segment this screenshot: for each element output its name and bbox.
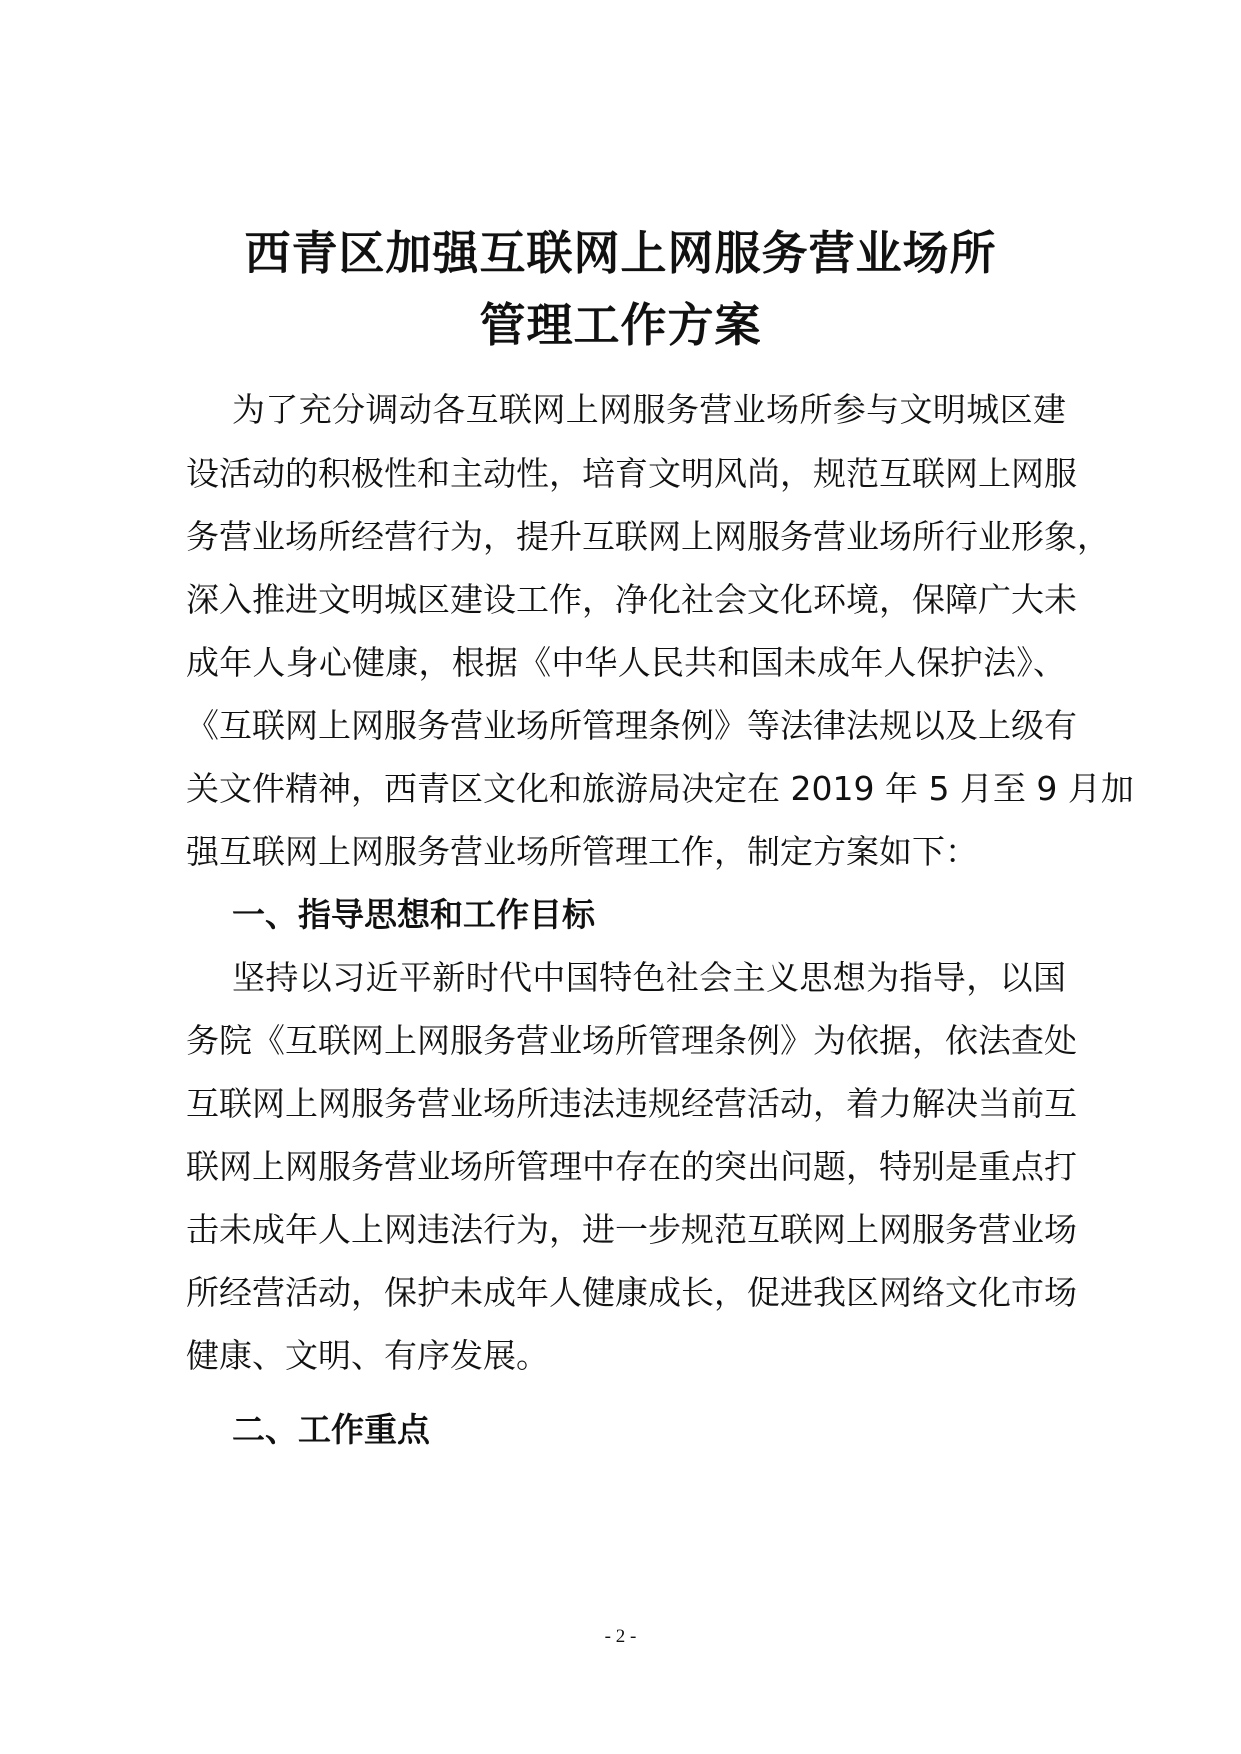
paragraph-1-line: 为了充分调动各互联网上网服务营业场所参与文明城区建	[232, 390, 1066, 429]
paragraph-2-line: 务院《互联网上网服务营业场所管理条例》为依据，依法查处	[186, 1021, 1077, 1060]
paragraph-2-line: 健康、文明、有序发展。	[186, 1336, 549, 1375]
document-title-line-2: 管理工作方案	[479, 298, 762, 352]
paragraph-2-line: 互联网上网服务营业场所违法违规经营活动，着力解决当前互	[186, 1084, 1077, 1123]
page-number: - 2 -	[604, 1626, 637, 1647]
paragraph-1-line: 深入推进文明城区建设工作，净化社会文化环境，保障广大未	[186, 580, 1077, 619]
paragraph-1-line: 成年人身心健康，根据《中华人民共和国未成年人保护法》、	[186, 643, 1066, 682]
paragraph-2-line: 联网上网服务营业场所管理中存在的突出问题，特别是重点打	[186, 1147, 1077, 1186]
section-heading-1: 一、指导思想和工作目标	[232, 895, 595, 934]
paragraph-1-line: 强互联网上网服务营业场所管理工作，制定方案如下：	[186, 832, 978, 871]
paragraph-2-line: 击未成年人上网违法行为，进一步规范互联网上网服务营业场	[186, 1210, 1077, 1249]
paragraph-2-line: 坚持以习近平新时代中国特色社会主义思想为指导，以国	[232, 958, 1066, 997]
paragraph-1-line: 务营业场所经营行为，提升互联网上网服务营业场所行业形象，	[186, 517, 1110, 556]
paragraph-1-line: 《互联网上网服务营业场所管理条例》等法律法规以及上级有	[186, 706, 1077, 745]
section-heading-2: 二、工作重点	[232, 1410, 430, 1449]
paragraph-1-line: 设活动的积极性和主动性，培育文明风尚，规范互联网上网服	[186, 454, 1077, 493]
paragraph-2-line: 所经营活动，保护未成年人健康成长，促进我区网络文化市场	[186, 1273, 1077, 1312]
paragraph-1-line: 关文件精神，西青区文化和旅游局决定在 2019 年 5 月至 9 月加	[186, 769, 1134, 808]
document-title-line-1: 西青区加强互联网上网服务营业场所	[244, 226, 997, 280]
